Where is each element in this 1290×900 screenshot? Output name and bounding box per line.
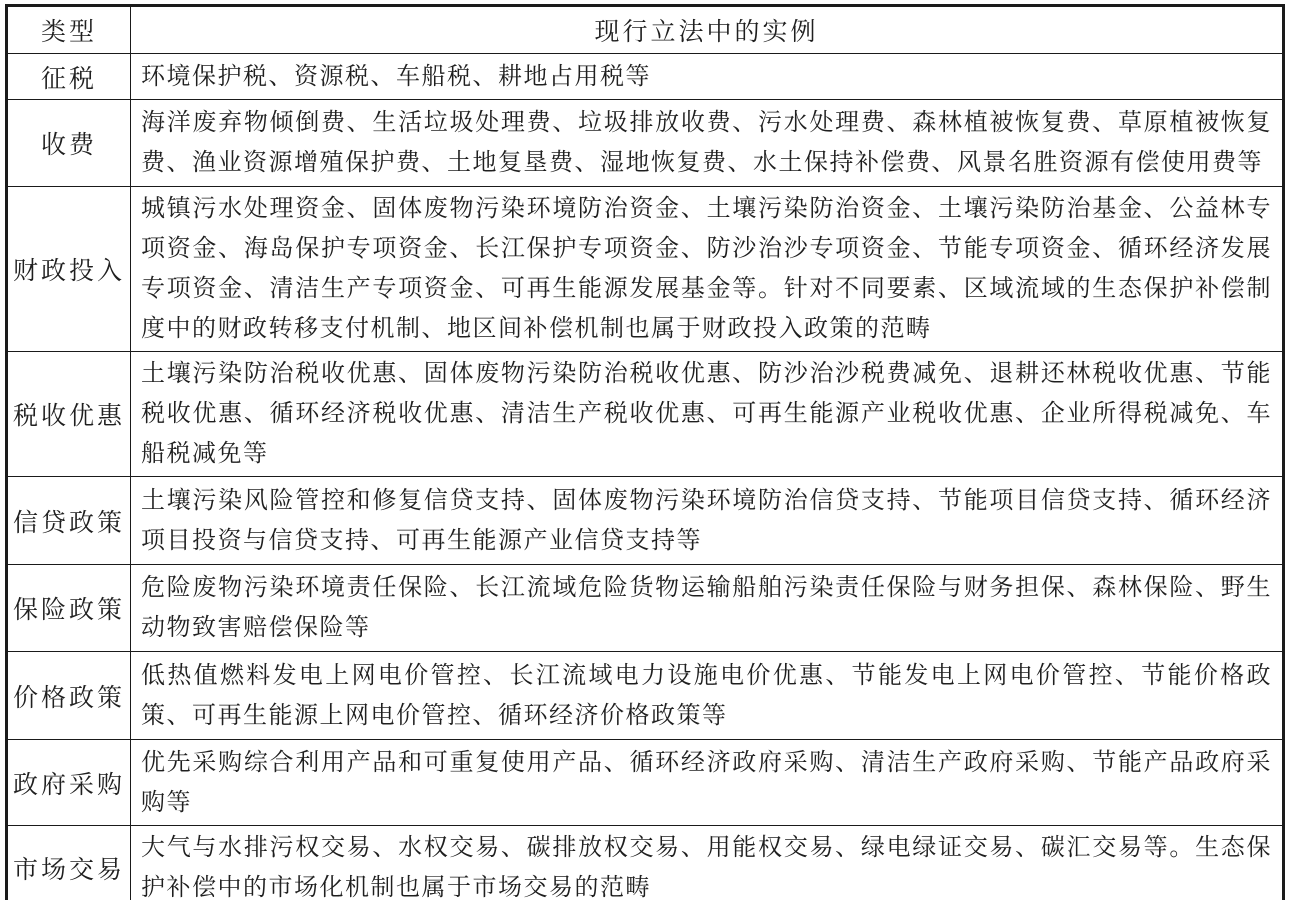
table-row [7,565,1284,652]
examples-cell: 环境保护税、资源税、车船税、耕地占用税等 [131,54,1284,100]
table-row [7,54,1284,100]
column-header-examples: 现行立法中的实例 [131,6,1284,54]
examples-cell: 危险废物污染环境责任保险、长江流域危险货物运输船舶污染责任保险与财务担保、森林保险、野生动物致害赔偿保险等 [131,565,1284,652]
table-row [7,352,1284,477]
examples-cell: 土壤污染风险管控和修复信贷支持、固体废物污染环境防治信贷支持、节能项目信贷支持、循环经济项目投资与信贷支持、可再生能源产业信贷支持等 [131,477,1284,565]
table-row [7,100,1284,187]
type-cell: 政府采购 [7,740,131,826]
table-row [7,187,1284,352]
type-cell: 收费 [7,100,131,187]
examples-cell: 城镇污水处理资金、固体废物污染环境防治资金、土壤污染防治资金、土壤污染防治基金、公益林专项资金、海岛保护专项资金、长江保护专项资金、防沙治沙专项资金、节能专项资金、循环经济发展专项资金、清洁生产专项资金、可再生能源发展基金等。针对不同要素、区域流域的生态保护补偿制度中的财政转移支付机制、地区间补偿机制也属于财政投入政策的范畴 [131,187,1284,352]
table-header [7,6,1284,54]
table-row [7,477,1284,565]
examples-cell: 土壤污染防治税收优惠、固体废物污染防治税收优惠、防沙治沙税费减免、退耕还林税收优惠、节能税收优惠、循环经济税收优惠、清洁生产税收优惠、可再生能源产业税收优惠、企业所得税减免、车船税减免等 [131,352,1284,477]
type-cell: 信贷政策 [7,477,131,565]
type-cell: 价格政策 [7,652,131,740]
type-cell: 市场交易 [7,826,131,900]
column-header-type: 类型 [7,6,131,54]
type-cell: 保险政策 [7,565,131,652]
examples-cell: 大气与水排污权交易、水权交易、碳排放权交易、用能权交易、绿电绿证交易、碳汇交易等。生态保护补偿中的市场化机制也属于市场交易的范畴 [131,826,1284,900]
header-row [7,6,1284,54]
type-cell: 征税 [7,54,131,100]
table-row [7,652,1284,740]
policy-instruments-table [5,4,1285,900]
type-cell: 税收优惠 [7,352,131,477]
table-row [7,826,1284,900]
examples-cell: 海洋废弃物倾倒费、生活垃圾处理费、垃圾排放收费、污水处理费、森林植被恢复费、草原植被恢复费、渔业资源增殖保护费、土地复垦费、湿地恢复费、水土保持补偿费、风景名胜资源有偿使用费等 [131,100,1284,187]
table-row [7,740,1284,826]
type-cell: 财政投入 [7,187,131,352]
examples-cell: 优先采购综合利用产品和可重复使用产品、循环经济政府采购、清洁生产政府采购、节能产品政府采购等 [131,740,1284,826]
examples-cell: 低热值燃料发电上网电价管控、长江流域电力设施电价优惠、节能发电上网电价管控、节能价格政策、可再生能源上网电价管控、循环经济价格政策等 [131,652,1284,740]
table-body [7,54,1284,900]
